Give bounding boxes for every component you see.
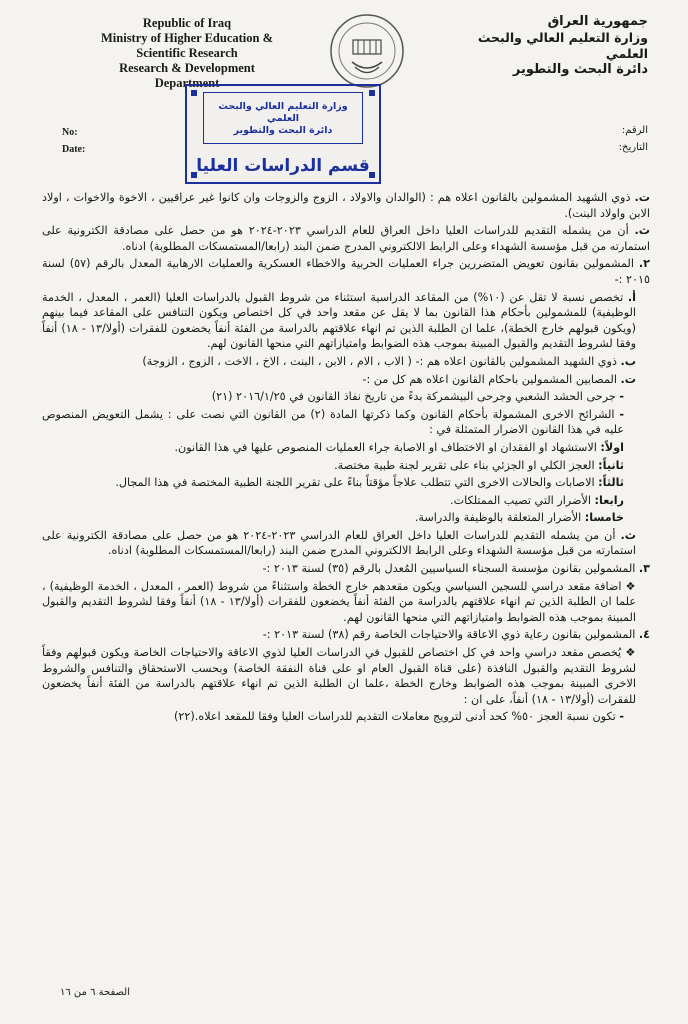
paragraph-text: اضافة مقعد دراسي للسجين السياسي ويكون مقعدهم خارج الخطة واستثناءً من شروط (العمر ، المعدل ، الخدمة الوظيفية) ، علما ان الطلبة الذين تم انهاء علاقتهم بالدراسة من الفئة أنفاً يخضعون للفقرات (أولا/١٣ - ١٨) أنفاً وفقا لشروط التقديم والقبول المبينة بموجب هذه الضوابط وامتيازاتهم التي منحها القانون لهم.: [42, 579, 636, 624]
paragraph-label: خامسا:: [584, 511, 624, 525]
paragraph-label: ثانياً:: [598, 458, 624, 472]
paragraph-text: تخصص نسبة لا تقل عن (١٠%) من المقاعد الدراسية استثناء من شروط القبول بالدراسات العليا (العمر ، المعدل ، الخدمة الوظيفية) للمشمولين بأحكام هذا القانون بما لا يقل عن مقعد واحد في كل اختصاص ويكون التنافس على المقاعد فيما بينهم (ويكون قبولهم خارج الخطة)، علما ان الطلبة الذين تم انهاء علاقتهم بالدراسة من الفئة أنفاً يخضعون للفقرات (أولا/١٣ - ١٨) أنفاً وفقا لشروط التقديم والقبول المبينة بموجب هذه الضوابط وامتيازاتهم التي منحها القانون لهم.: [42, 290, 636, 351]
header-arabic: [438, 14, 648, 78]
paragraph-text: تكون نسبة العجز ٥٠% كحد أدنى لترويج معاملات التقديم للدراسات العليا وفقا للمقعد اعلاه.(٢٢): [174, 710, 616, 724]
paragraph-label: ب.: [620, 354, 636, 368]
paragraph: [42, 510, 650, 526]
ministry-logo-icon: [328, 12, 406, 90]
paragraph-text: المشمولين بقانون مؤسسة السجناء السياسيين المُعدل بالرقم (٣٥) لسنة ٢٠١٣ :-: [262, 562, 636, 576]
paragraph-label: أ.: [627, 290, 636, 304]
paragraph-label: اولاً:: [600, 440, 624, 454]
header-ar-line: وزارة التعليم العالي والبحث العلمي: [477, 30, 648, 61]
paragraph-text: المشمولين بقانون رعاية ذوي الاعاقة والاحتياجات الخاصة رقم (٣٨) لسنة ٢٠١٣ :-: [262, 628, 636, 642]
paragraph-text: الاستشهاد او الفقدان او الاختطاف او الاصابة جراء العمليات المنصوص عليها في هذا القانون.: [174, 440, 597, 454]
paragraph: [42, 190, 650, 221]
paragraph: [42, 407, 650, 438]
stamp-dept: قسم الدراسات العليا: [196, 156, 370, 176]
paragraph-text: الشرائح الاخرى المشمولة بأحكام القانون وكما ذكرتها المادة (٢) من القانون التي نصت على : يشمل التعويض المنصوص عليه في هذا القانون الاضرار المتمثلة في :: [42, 407, 624, 437]
stamp-corner: [369, 90, 375, 96]
ref-label-ar: الرقم:: [621, 125, 648, 136]
paragraph: [42, 440, 650, 456]
stamp-inner: [203, 92, 363, 144]
paragraph-label: -: [619, 390, 624, 404]
paragraph-label: رابعا:: [594, 493, 624, 507]
paragraph-label: -: [619, 407, 624, 421]
paragraph: [42, 493, 650, 509]
paragraph-text: العجز الكلي او الجزئي بناء على تقرير لجنة طبية مختصة.: [334, 458, 595, 472]
department-stamp: [185, 84, 381, 184]
date-label-ar: التاريخ:: [618, 142, 648, 153]
paragraph: [42, 627, 650, 643]
header-ar-line: دائرة البحث والتطوير: [512, 62, 648, 77]
header-ar-line: جمهورية العراق: [547, 14, 648, 29]
paragraph-label: ثالثاً:: [598, 476, 624, 490]
paragraph-text: يُخصص مقعد دراسي واحد في كل اختصاص للقبول في الدراسات العليا لذوي الاعاقة والاحتياجات الخاصة ويكون قبولهم وفقاً لشروط التقديم والقبول النافذة (على قناة القبول العام او على قناة النفقة الخاصة) وبحسب الاستحقاق والتنافس والشروط الاخرى المبينة بموجب هذه الضوابط وخارج الخطة ،علما ان الطلبة الذين تم انهاء علاقتهم بالدراسة من الفئة أنفاً يخضعون للفقرات (أولا/١٣ - ١٨) أنفاً، على ان :: [42, 646, 636, 706]
paragraph: [42, 645, 650, 707]
header-en-line: Department: [154, 76, 220, 90]
paragraph: [42, 475, 650, 491]
paragraph: [42, 389, 650, 405]
paragraph-text: أن من يشمله التقديم للدراسات العليا داخل العراق للعام الدراسي ٢٠٢٣-٢٠٢٤ هو من حصل على مصادقة الكترونية على استمارته من قبل مؤسسة الشهداء وعلى الرابط الالكتروني المدرج ضمن البند (رابعا/المستمسكات المطلوبة) ادناه.: [42, 528, 636, 558]
page-number: الصفحة ٦ من ١٦: [60, 987, 131, 998]
header-english: [72, 16, 302, 91]
paragraph-text: الأضرار المتعلقة بالوظيفة والدراسة.: [414, 511, 582, 525]
paragraph: [42, 223, 650, 254]
paragraph-text: ذوي الشهيد المشمولين بالقانون اعلاه هم :- ( الاب ، الام ، الابن ، البنت ، الاخ ، الاخت ، الزوج ، الزوجة): [142, 354, 617, 368]
stamp-corner: [191, 90, 197, 96]
paragraph-label: ث.: [634, 224, 650, 238]
paragraph-text: المشمولين بقانون تعويض المتضررين جراء العمليات الحربية والاخطاء العسكرية والعمليات الارهابية المعدل بالرقم (٥٧) لسنة ٢٠١٥ :-: [42, 257, 650, 286]
paragraph-label: ٣.: [638, 562, 650, 576]
header-en-line: Republic of Iraq: [142, 16, 232, 30]
paragraph-text: الاصابات والحالات الاخرى التي تتطلب علاجاً مؤقتاً بناءً على تقرير اللجنة الطبية المختصة في هذا المجال.: [115, 476, 595, 490]
stamp-line1: وزارة التعليم العالي والبحث العلمي: [218, 101, 348, 124]
paragraph: [42, 256, 650, 287]
document-body: [42, 190, 650, 727]
paragraph-label: ث.: [620, 528, 636, 542]
paragraph-text: أن من يشمله التقديم للدراسات العليا داخل العراق للعام الدراسي ٢٠٢٣-٢٠٢٤ هو من حصل على مصادقة الكترونية على استمارته من قبل مؤسسة الشهداء وعلى الرابط الالكتروني المدرج ضمن البند (رابعا/المستمسكات المطلوبة) ادناه.: [42, 224, 650, 253]
header-en-line: Research & Development: [119, 61, 255, 75]
paragraph-text: ذوي الشهيد المشمولين بالقانون اعلاه هم : (الوالدان والاولاد ، الزوج والزوجات وان كانوا غير عراقيين ، الاخوة والاخوات ، اولاد الابن واولاد البنت).: [42, 191, 650, 220]
paragraph: [42, 579, 650, 626]
paragraph-label: ت.: [634, 191, 650, 204]
paragraph-label: ٢.: [638, 257, 650, 271]
paragraph-label: ❖: [625, 646, 637, 660]
paragraph: [42, 372, 650, 388]
paragraph: [42, 458, 650, 474]
reference-fields-ar: [619, 122, 648, 156]
paragraph-label: ❖: [625, 579, 636, 593]
date-label: Date:: [62, 144, 86, 155]
paragraph: [42, 528, 650, 559]
reference-fields-en: [62, 124, 85, 158]
paragraph-label: ٤.: [638, 628, 650, 642]
paragraph-label: ت.: [620, 372, 636, 386]
paragraph: [42, 561, 650, 577]
paragraph: [42, 290, 650, 352]
paragraph-text: الأضرار التي تصيب الممتلكات.: [450, 493, 591, 507]
stamp-line2: دائرة البحث والتطوير: [233, 125, 333, 136]
paragraph: [42, 354, 650, 370]
paragraph-text: المصابين المشمولين باحكام القانون اعلاه هم كل من :-: [362, 372, 617, 386]
paragraph-text: جرحى الحشد الشعبي وجرحى البيشمركة بدءً من تاريخ نفاذ القانون في ٢٠١٦/١/٢٥ (٢١): [211, 390, 616, 404]
paragraph-label: -: [619, 710, 624, 724]
header-en-line: Scientific Research: [136, 46, 238, 60]
paragraph: [42, 709, 650, 725]
header-en-line: Ministry of Higher Education &: [101, 31, 273, 45]
no-label: No:: [62, 127, 78, 138]
